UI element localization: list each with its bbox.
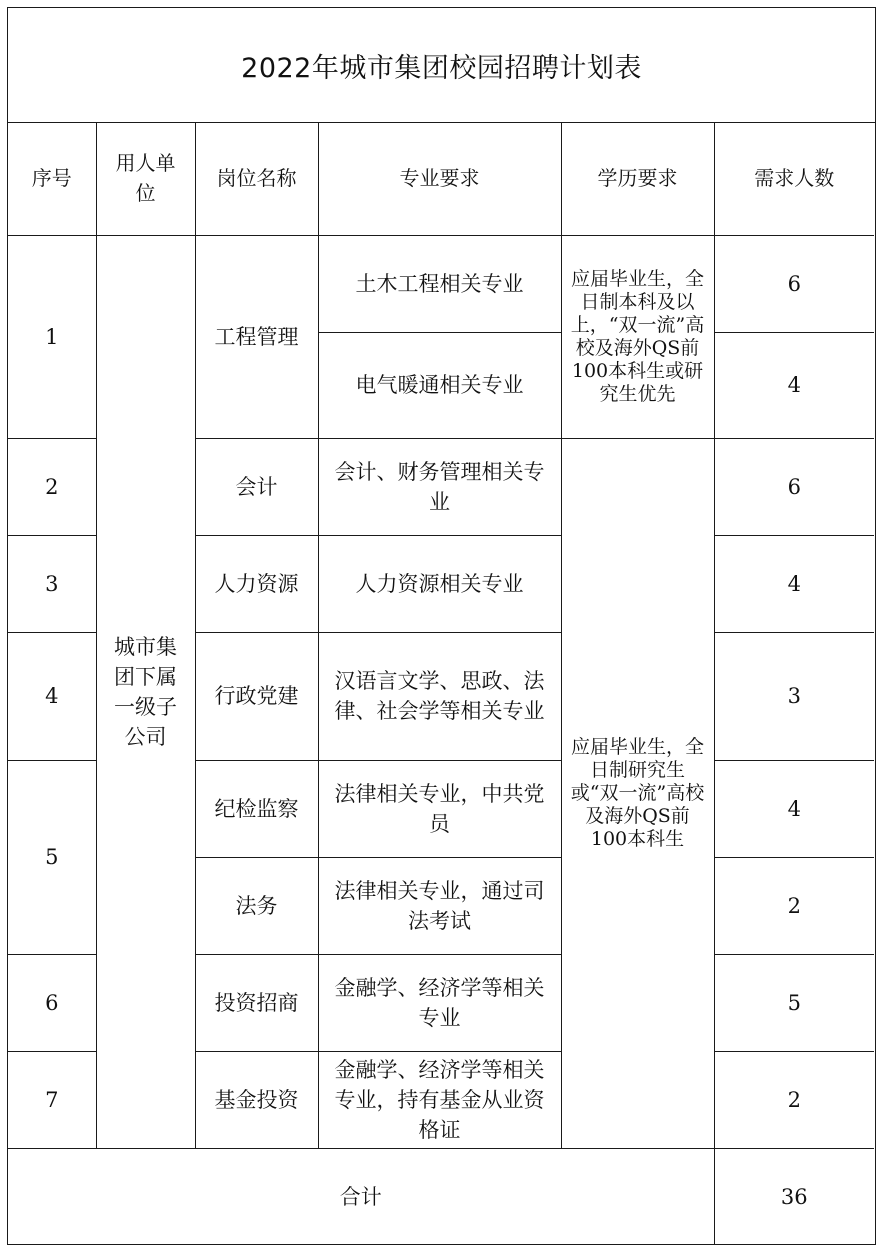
education-cell: 应届毕业生，全日制本科及以上，“双一流”高校及海外QS前100本科生或研究生优先 xyxy=(561,235,714,438)
recruitment-table xyxy=(8,122,874,1245)
seq-cell: 6 xyxy=(8,954,96,1051)
header-seq: 序号 xyxy=(8,122,96,235)
total-row xyxy=(8,1148,874,1245)
count-cell: 4 xyxy=(714,332,874,438)
seq-cell: 7 xyxy=(8,1051,96,1148)
total-label: 合计 xyxy=(8,1148,714,1245)
seq-cell: 2 xyxy=(8,438,96,535)
position-cell: 人力资源 xyxy=(195,535,318,632)
count-cell: 5 xyxy=(714,954,874,1051)
position-cell: 投资招商 xyxy=(195,954,318,1051)
count-cell: 6 xyxy=(714,438,874,535)
table-row xyxy=(8,235,874,332)
header-major: 专业要求 xyxy=(318,122,561,235)
major-cell: 法律相关专业，通过司法考试 xyxy=(318,857,561,954)
header-count: 需求人数 xyxy=(714,122,874,235)
count-cell: 2 xyxy=(714,1051,874,1148)
seq-cell: 5 xyxy=(8,760,96,954)
major-cell: 电气暖通相关专业 xyxy=(318,332,561,438)
major-cell: 金融学、经济学等相关专业 xyxy=(318,954,561,1051)
count-cell: 3 xyxy=(714,632,874,760)
header-education: 学历要求 xyxy=(561,122,714,235)
position-cell: 工程管理 xyxy=(195,235,318,438)
header-unit: 用人单位 xyxy=(96,122,195,235)
major-cell: 会计、财务管理相关专业 xyxy=(318,438,561,535)
employer-cell: 城市集团下属一级子公司 xyxy=(96,235,195,1148)
position-cell: 会计 xyxy=(195,438,318,535)
seq-cell: 4 xyxy=(8,632,96,760)
recruitment-plan-sheet xyxy=(7,7,876,1245)
position-cell: 基金投资 xyxy=(195,1051,318,1148)
count-cell: 4 xyxy=(714,535,874,632)
major-cell: 人力资源相关专业 xyxy=(318,535,561,632)
seq-cell: 1 xyxy=(8,235,96,438)
major-cell: 法律相关专业，中共党员 xyxy=(318,760,561,857)
total-count: 36 xyxy=(714,1148,874,1245)
position-cell: 纪检监察 xyxy=(195,760,318,857)
position-cell: 法务 xyxy=(195,857,318,954)
page-title: 2022年城市集团校园招聘计划表 xyxy=(8,8,875,123)
count-cell: 2 xyxy=(714,857,874,954)
major-cell: 土木工程相关专业 xyxy=(318,235,561,332)
seq-cell: 3 xyxy=(8,535,96,632)
position-cell: 行政党建 xyxy=(195,632,318,760)
major-cell: 金融学、经济学等相关专业，持有基金从业资格证 xyxy=(318,1051,561,1148)
header-row xyxy=(8,122,874,235)
major-cell: 汉语言文学、思政、法律、社会学等相关专业 xyxy=(318,632,561,760)
count-cell: 6 xyxy=(714,235,874,332)
education-cell: 应届毕业生，全日制研究生或“双一流”高校及海外QS前100本科生 xyxy=(561,438,714,1148)
header-position: 岗位名称 xyxy=(195,122,318,235)
count-cell: 4 xyxy=(714,760,874,857)
